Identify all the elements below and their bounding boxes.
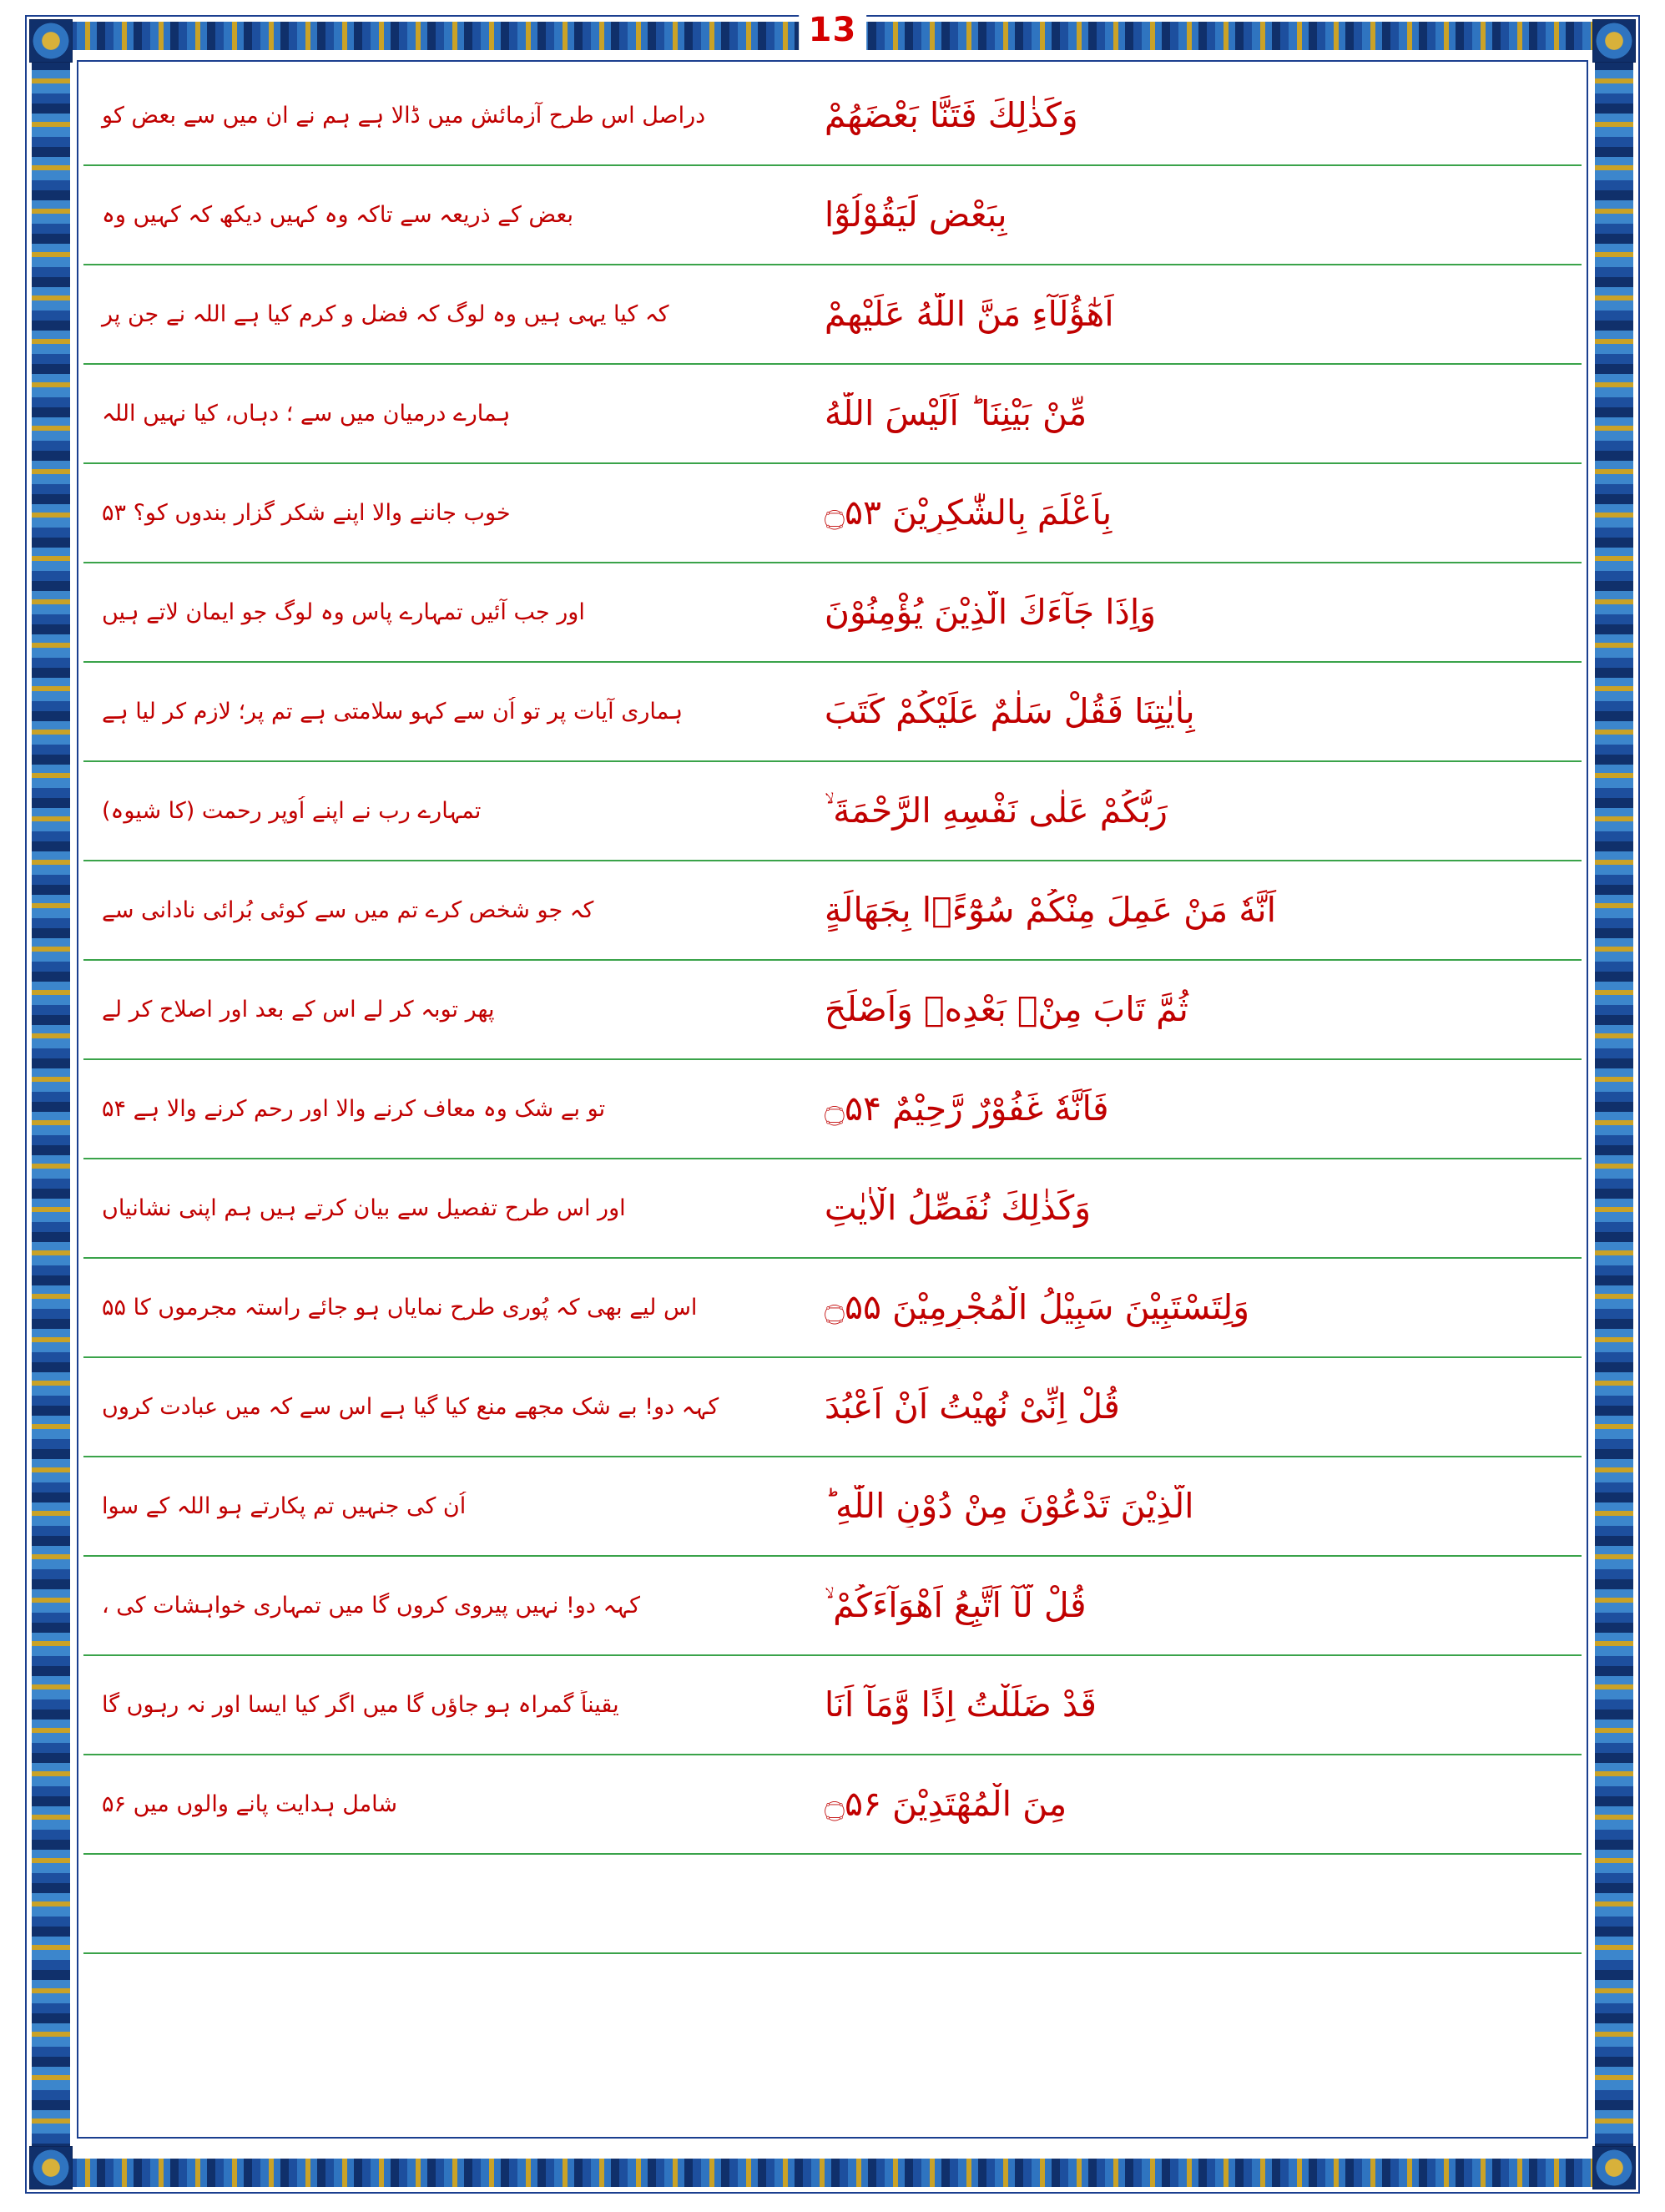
arabic-text: قُلْ لَّآ اَتَّبِعُ اَهْوَآءَكُمْ ۙ [824,1584,1087,1625]
urdu-translation: ہماری آیات پر تو اُن سے کہو سلامتی ہے تم پر؛ لازم کر لیا ہے [102,698,684,725]
urdu-translation: اور اس طرح تفصیل سے بیان کرتے ہیں ہم اپنی نشانیاں [102,1194,626,1221]
arabic-text: رَبُّكُمْ عَلٰى نَفْسِهِ الرَّحْمَةَ ۙ [824,790,1168,831]
verse-line [83,67,1582,166]
text-frame [77,60,1588,2139]
arabic-text: مِّنْ بَيْنِنَا ؕ اَلَيْسَ اللّٰهُ [824,392,1087,433]
verse-line [83,1159,1582,1259]
arabic-text: مِنَ الْمُهْتَدِيْنَ ۝۵۶ [824,1783,1067,1824]
urdu-translation: بعض کے ذریعہ سے تاکہ وہ کہیں دیکھ کہ کہیں وہ [102,201,574,228]
urdu-translation: خوب جاننے والا اپنے شکر گزار بندوں کو؟ ۵۳ [102,499,511,526]
arabic-text: بِاٰيٰتِنَا فَقُلْ سَلٰمٌ عَلَيْكُمْ كَتَبَ [824,690,1195,731]
verse-line [83,365,1582,464]
urdu-translation: اور جب آئیں تمہارے پاس وہ لوگ جو ایمان لاتے ہیں [102,598,585,625]
verse-line [83,1358,1582,1457]
arabic-text: اَنَّهٗ مَنْ عَمِلَ مِنْكُمْ سُوْٓءًۢا بِجَهَالَةٍ [824,889,1277,930]
blank-line [83,1954,1582,2053]
urdu-translation: تو بے شک وہ معاف کرنے والا اور رحم کرنے والا ہے ۵۴ [102,1095,606,1122]
verse-line [83,1457,1582,1557]
urdu-translation: شامل ہدایت پانے والوں میں ۵۶ [102,1790,397,1817]
arabic-text: وَاِذَا جَآءَكَ الَّذِيْنَ يُؤْمِنُوْنَ [824,591,1157,632]
urdu-translation: ہمارے درمیان میں سے ؛ دہاں، کیا نہیں اللہ [102,400,511,427]
arabic-text: وَلِتَسْتَبِيْنَ سَبِيْلُ الْمُجْرِمِيْنَ ۝۵۵ [824,1286,1250,1327]
verse-line [83,1060,1582,1159]
verse-lines [83,67,1582,2132]
arabic-text: فَاَنَّهٗ غَفُوْرٌ رَّحِيْمٌ ۝۵۴ [824,1088,1109,1129]
arabic-text: قَدْ ضَلَلْتُ اِذًا وَّمَآ اَنَا [824,1684,1097,1725]
urdu-translation: اُن کی جنہیں تم پکارتے ہو اللہ کے سوا [102,1492,467,1519]
urdu-translation: یقیناً گمراہ ہو جاؤں گا میں اگر کیا ایسا اور نہ رہوں گا [102,1691,619,1718]
verse-line [83,961,1582,1060]
blank-line [83,1855,1582,1954]
arabic-text: وَكَذٰلِكَ نُفَصِّلُ الْاٰيٰتِ [824,1187,1092,1228]
verse-line [83,762,1582,861]
urdu-translation: پھر توبہ کر لے اس کے بعد اور اصلاح کر لے [102,996,495,1023]
arabic-text: بِبَعْضٍ لِّيَقُوْلُوْٓا [824,194,1007,235]
arabic-text: اَهٰٓؤُلَآءِ مَنَّ اللّٰهُ عَلَيْهِمْ [824,293,1114,334]
urdu-translation: تمہارے رب نے اپنے اُوپر رحمت (کا شیوہ) [102,797,482,824]
urdu-translation: کہہ دو! نہیں پیروی کروں گا میں تمہاری خواہشات کی ، [102,1592,640,1619]
verse-line [83,1755,1582,1855]
arabic-text: وَكَذٰلِكَ فَتَنَّا بَعْضَهُمْ [824,94,1078,135]
verse-line [83,563,1582,663]
verse-line [83,1656,1582,1755]
urdu-translation: دراصل اس طرح آزمائش میں ڈالا ہے ہم نے ان میں سے بعض کو [102,102,706,129]
verse-line [83,1557,1582,1656]
page-number: 13 [799,12,867,50]
urdu-translation: کہ جو شخص کرے تم میں سے کوئی بُرائی نادانی سے [102,896,594,923]
verse-line [83,1259,1582,1358]
verse-line [83,464,1582,563]
arabic-text: الَّذِيْنَ تَدْعُوْنَ مِنْ دُوْنِ اللّٰهِ ؕ [824,1485,1194,1526]
arabic-text: قُلْ اِنِّىْ نُهِيْتُ اَنْ اَعْبُدَ [824,1386,1120,1427]
urdu-translation: کہ کیا یہی ہیں وہ لوگ کہ فضل و کرم کیا ہے اللہ نے جن پر [102,300,669,327]
urdu-translation: اس لیے بھی کہ پُوری طرح نمایاں ہو جائے راستہ مجرموں کا ۵۵ [102,1294,698,1321]
urdu-translation: کہہ دو! بے شک مجھے منع کیا گیا ہے اس سے کہ میں عبادت کروں [102,1393,719,1420]
verse-line [83,861,1582,961]
arabic-text: ثُمَّ تَابَ مِنْۢ بَعْدِهٖ وَاَصْلَحَ [824,988,1188,1029]
verse-line [83,166,1582,265]
verse-line [83,265,1582,365]
arabic-text: بِاَعْلَمَ بِالشّٰكِرِيْنَ ۝۵۳ [824,492,1113,533]
verse-line [83,663,1582,762]
